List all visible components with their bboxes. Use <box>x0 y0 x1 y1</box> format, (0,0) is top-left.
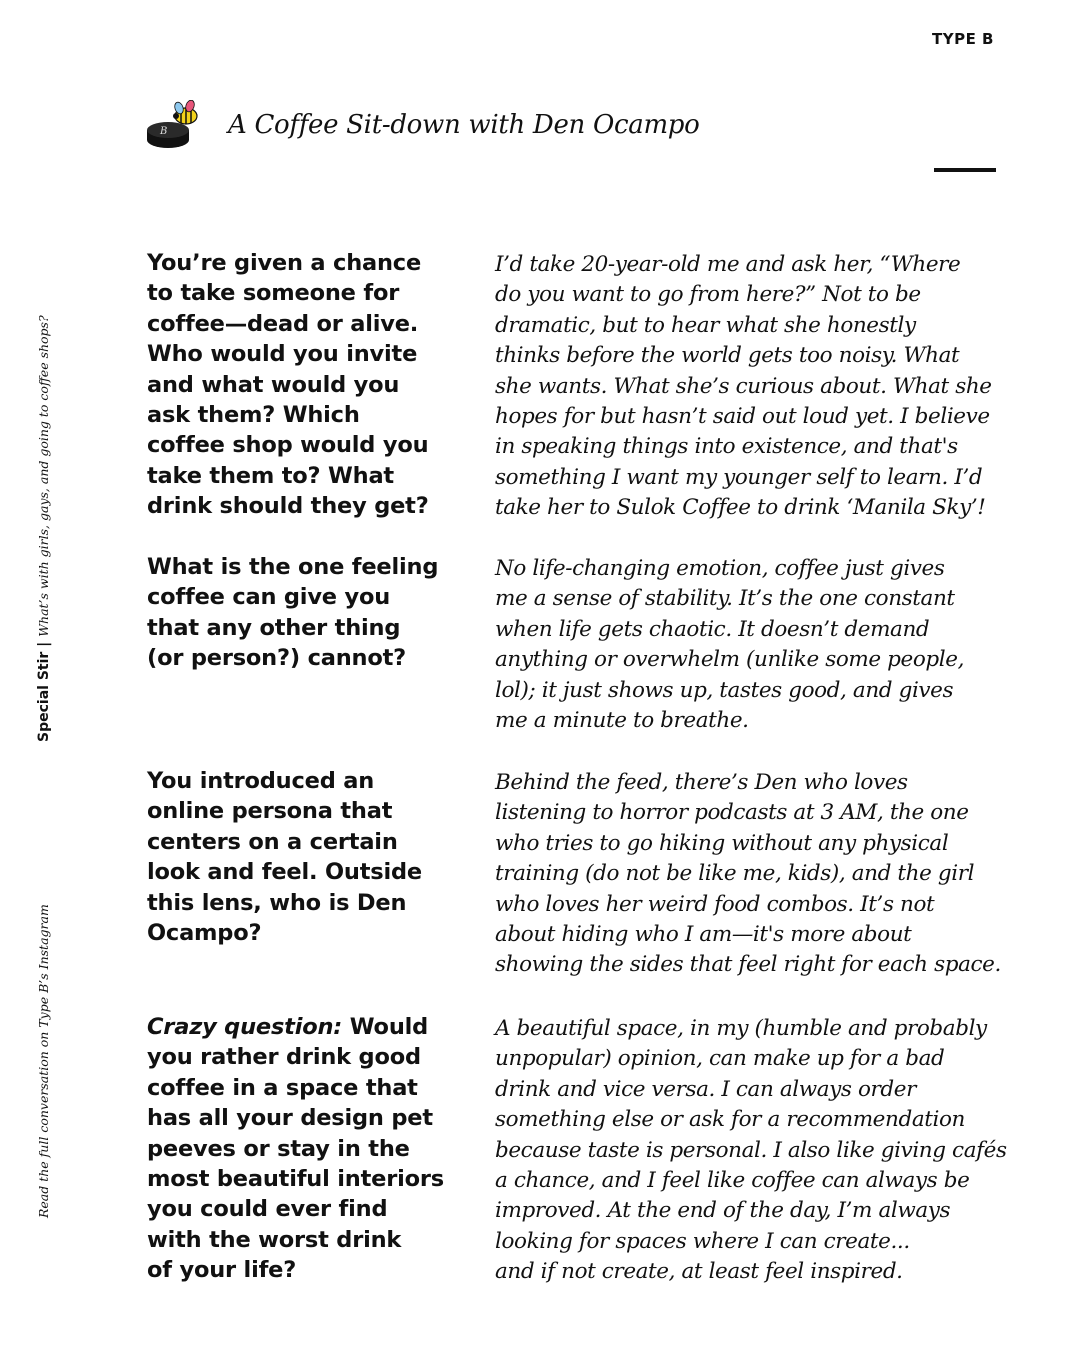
answer-line: when life gets chaotic. It doesn’t demand <box>495 616 930 642</box>
question-line: ask them? Which <box>147 402 360 429</box>
answer-line: No life-changing emotion, coffee just gives <box>495 556 945 581</box>
question-line: You introduced an <box>147 768 375 794</box>
question-line: that any other thing <box>147 614 401 641</box>
answer-line: in speaking things into existence, and that's <box>495 434 958 460</box>
question-line: of your life? <box>147 1257 297 1284</box>
question-line: with the worst drink <box>147 1226 402 1253</box>
answer-line: improved. At the end of the day, I’m always <box>495 1198 951 1224</box>
answer-line: thinks before the world gets too noisy. What <box>495 343 960 369</box>
question-line: coffee can give you <box>147 584 391 611</box>
question-line: (or person?) cannot? <box>147 645 406 672</box>
answer-3 <box>495 768 1015 981</box>
answer-line: A beautiful space, in my (humble and probably <box>495 1016 987 1041</box>
question-2 <box>147 552 462 674</box>
svg-text:B: B <box>160 126 168 137</box>
answer-line: take her to Sulok Coffee to drink ‘Manila Sky’! <box>495 495 986 521</box>
question-line: coffee—dead or alive. <box>147 310 419 337</box>
answer-line: drink and vice versa. I can always order <box>495 1076 916 1102</box>
question-line: Who would you invite <box>147 341 418 368</box>
answer-line: me a minute to breathe. <box>495 708 749 734</box>
question-3 <box>147 766 462 948</box>
answer-line: something else or ask for a recommendation <box>495 1107 965 1133</box>
question-line: coffee in a space that <box>147 1074 418 1101</box>
side-caption-bottom: Read the full conversation on Type B’s Instagram <box>36 904 51 1218</box>
title-rule <box>934 168 996 172</box>
coffee-bee-logo-icon <box>146 100 202 152</box>
answer-line: do you want to go from here?” Not to be <box>495 282 921 308</box>
question-4 <box>147 1012 462 1286</box>
question-line: take them to? What <box>147 462 394 489</box>
question-line: drink should they get? <box>147 493 429 520</box>
question-line: centers on a certain <box>147 828 398 855</box>
brand-label: TYPE B <box>932 30 994 48</box>
answer-line: I’d take 20-year-old me and ask her, “Where <box>495 252 961 277</box>
side-caption-top <box>36 315 52 742</box>
question-line: Ocampo? <box>147 920 262 947</box>
answer-line: because taste is personal. I also like giving cafés <box>495 1137 1007 1163</box>
question-line: and what would you <box>147 371 400 398</box>
answer-line: anything or overwhelm (unlike some people, <box>495 647 965 673</box>
answer-2 <box>495 554 1015 736</box>
question-line: you rather drink good <box>147 1044 421 1071</box>
answer-line: dramatic, but to hear what she honestly <box>495 312 916 338</box>
answer-line: Behind the feed, there’s Den who loves <box>495 770 908 795</box>
question-1 <box>147 248 462 522</box>
answer-line: something I want my younger self to learn. I’d <box>495 464 983 490</box>
answer-line: and if not create, at least feel inspired. <box>495 1259 903 1285</box>
answer-line: hopes for but hasn’t said out loud yet. I believe <box>495 404 990 430</box>
question-line: What is the one feeling <box>147 554 439 580</box>
answer-line: who loves her weird food combos. It’s not <box>495 891 935 917</box>
question-line: online persona that <box>147 798 393 825</box>
question-line: coffee shop would you <box>147 432 429 459</box>
question-prefix: Crazy question: <box>147 1014 343 1040</box>
answer-line: about hiding who I am—it's more about <box>495 922 912 948</box>
answer-line: lol); it just shows up, tastes good, and gives <box>495 677 954 703</box>
answer-line: training (do not be like me, kids), and the girl <box>495 861 975 887</box>
answer-line: looking for spaces where I can create... <box>495 1228 910 1254</box>
question-line: look and feel. Outside <box>147 859 422 886</box>
answer-line: who tries to go hiking without any physical <box>495 830 949 856</box>
question-line: you could ever find <box>147 1196 388 1223</box>
answer-line: unpopular) opinion, can make up for a bad <box>495 1046 945 1072</box>
question-line: this lens, who is Den <box>147 889 407 916</box>
answer-line: showing the sides that feel right for each space. <box>495 952 1001 978</box>
question-line: peeves or stay in the <box>147 1135 410 1162</box>
answer-line: listening to horror podcasts at 3 AM, the one <box>495 800 969 826</box>
answer-line: she wants. What she’s curious about. What she <box>495 373 992 399</box>
answer-line: me a sense of stability. It’s the one constant <box>495 586 955 612</box>
question-line: Crazy question: Would <box>147 1014 429 1040</box>
answer-1 <box>495 250 1015 524</box>
side-caption-subtitle: What’s with girls, gays, and going to coffee shops? <box>36 315 51 637</box>
question-line: to take someone for <box>147 280 400 307</box>
question-line: You’re given a chance <box>147 250 422 276</box>
side-caption-section: Special Stir | <box>36 636 52 742</box>
question-line: most beautiful interiors <box>147 1166 444 1193</box>
answer-line: a chance, and I feel like coffee can always be <box>495 1168 970 1194</box>
page-title: A Coffee Sit-down with Den Ocampo <box>228 110 700 140</box>
question-line: has all your design pet <box>147 1105 433 1132</box>
answer-4 <box>495 1014 1015 1288</box>
